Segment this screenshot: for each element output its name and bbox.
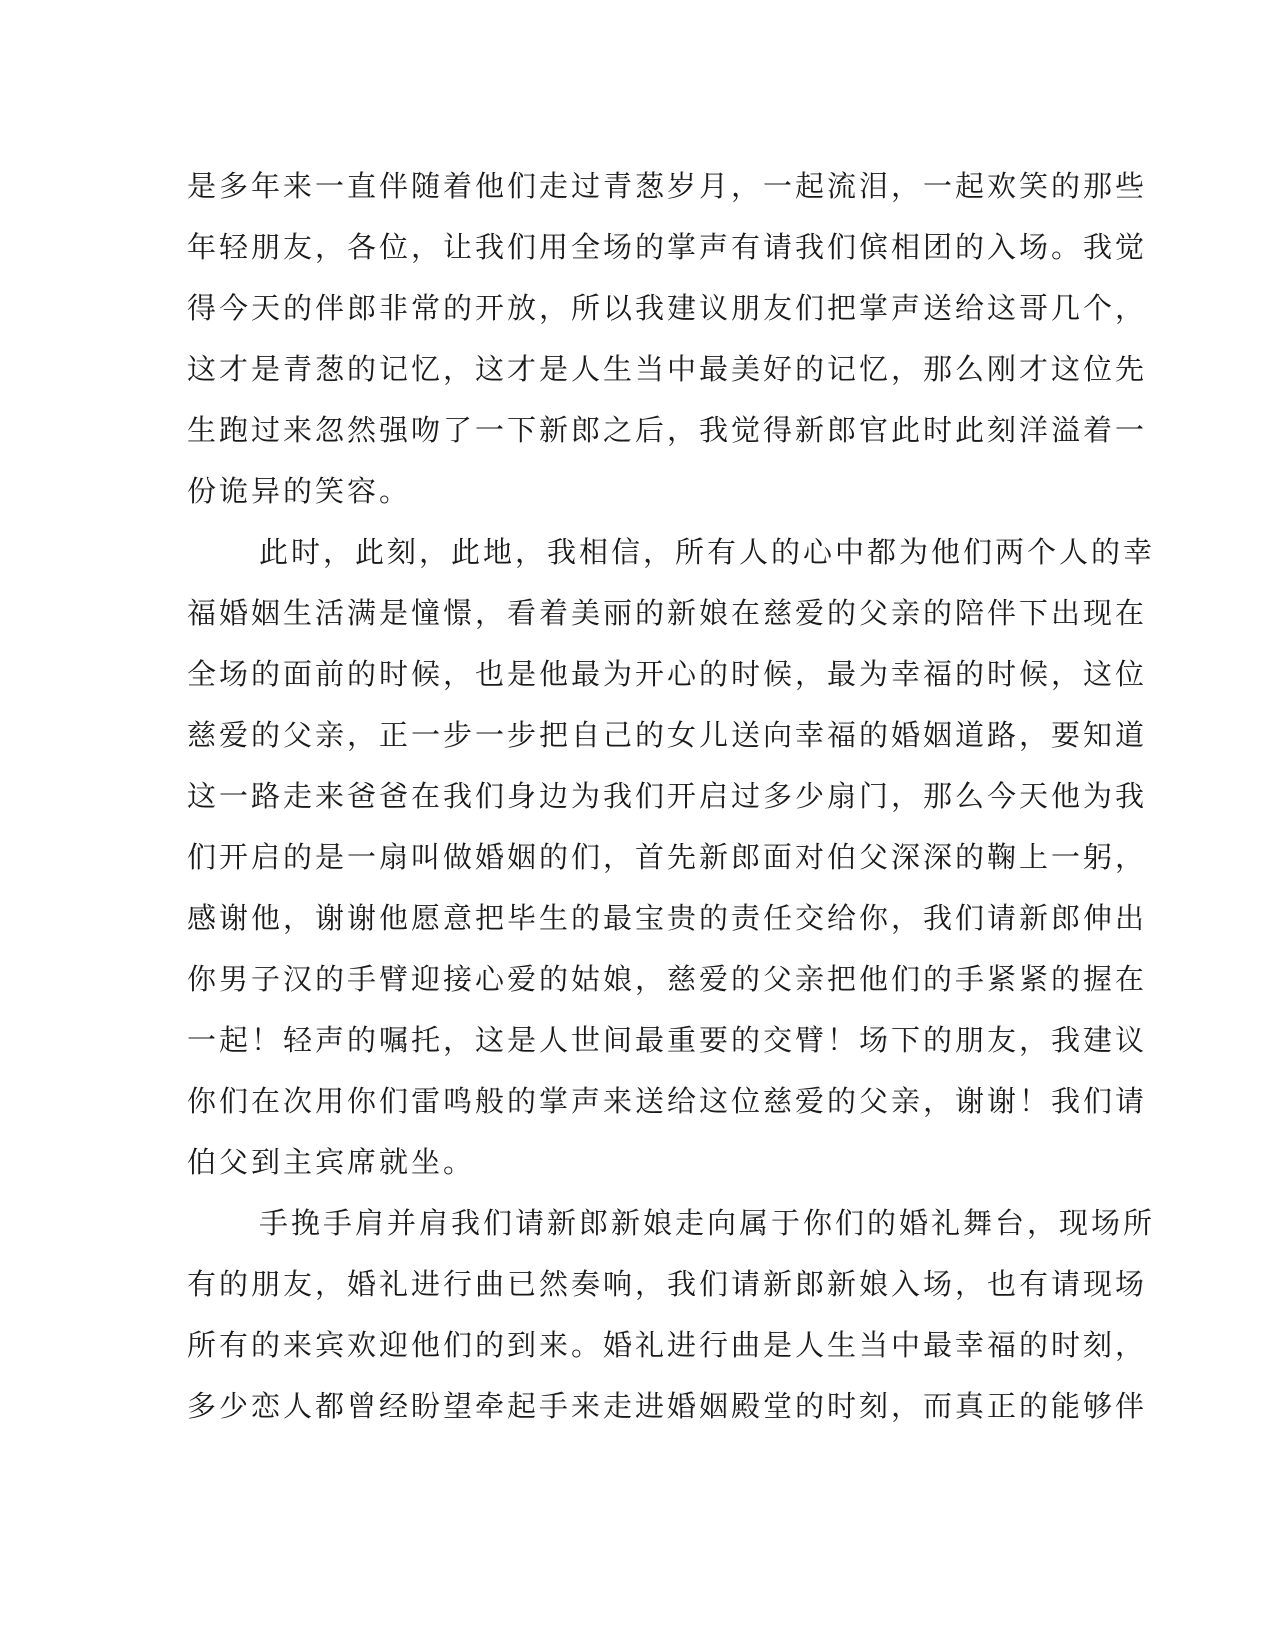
text-line: 一起！轻声的嘱托，这是人世间最重要的交臂！场下的朋友，我建议: [187, 1023, 1148, 1057]
text-line: 你们在次用你们雷鸣般的掌声来送给这位慈爱的父亲，谢谢！我们请: [187, 1084, 1148, 1118]
text-line: 得今天的伴郎非常的开放，所以我建议朋友们把掌声送给这哥几个，: [187, 291, 1148, 325]
text-line: 们开启的是一扇叫做婚姻的们，首先新郎面对伯父深深的鞠上一躬，: [187, 840, 1148, 874]
text-line: 生跑过来忽然强吻了一下新郎之后，我觉得新郎官此时此刻洋溢着一: [187, 413, 1148, 447]
paragraph-start-line: 手挽手肩并肩我们请新郎新娘走向属于你们的婚礼舞台，现场所: [259, 1206, 1156, 1240]
text-line: 全场的面前的时候，也是他最为开心的时候，最为幸福的时候，这位: [187, 657, 1148, 691]
text-line: 感谢他，谢谢他愿意把毕生的最宝贵的责任交给你，我们请新郎伸出: [187, 901, 1148, 935]
text-line: 福婚姻生活满是憧憬，看着美丽的新娘在慈爱的父亲的陪伴下出现在: [187, 596, 1148, 630]
text-line: 是多年来一直伴随着他们走过青葱岁月，一起流泪，一起欢笑的那些: [187, 169, 1148, 203]
text-line: 这才是青葱的记忆，这才是人生当中最美好的记忆，那么刚才这位先: [187, 352, 1148, 386]
text-line: 所有的来宾欢迎他们的到来。婚礼进行曲是人生当中最幸福的时刻，: [187, 1328, 1148, 1362]
text-line: 慈爱的父亲，正一步一步把自己的女儿送向幸福的婚姻道路，要知道: [187, 718, 1148, 752]
text-line: 伯父到主宾席就坐。: [187, 1145, 476, 1179]
text-line: 你男子汉的手臂迎接心爱的姑娘，慈爱的父亲把他们的手紧紧的握在: [187, 962, 1148, 996]
paragraph-start-line: 此时，此刻，此地，我相信，所有人的心中都为他们两个人的幸: [259, 535, 1156, 569]
body-text: [187, 166, 1156, 1447]
text-line: 年轻朋友，各位，让我们用全场的掌声有请我们傧相团的入场。我觉: [187, 230, 1148, 264]
text-line: 份诡异的笑容。: [187, 474, 412, 508]
text-line: 多少恋人都曾经盼望牵起手来走进婚姻殿堂的时刻，而真正的能够伴: [187, 1389, 1148, 1423]
text-line: 有的朋友，婚礼进行曲已然奏响，我们请新郎新娘入场，也有请现场: [187, 1267, 1148, 1301]
text-line: 这一路走来爸爸在我们身边为我们开启过多少扇门，那么今天他为我: [187, 779, 1148, 813]
